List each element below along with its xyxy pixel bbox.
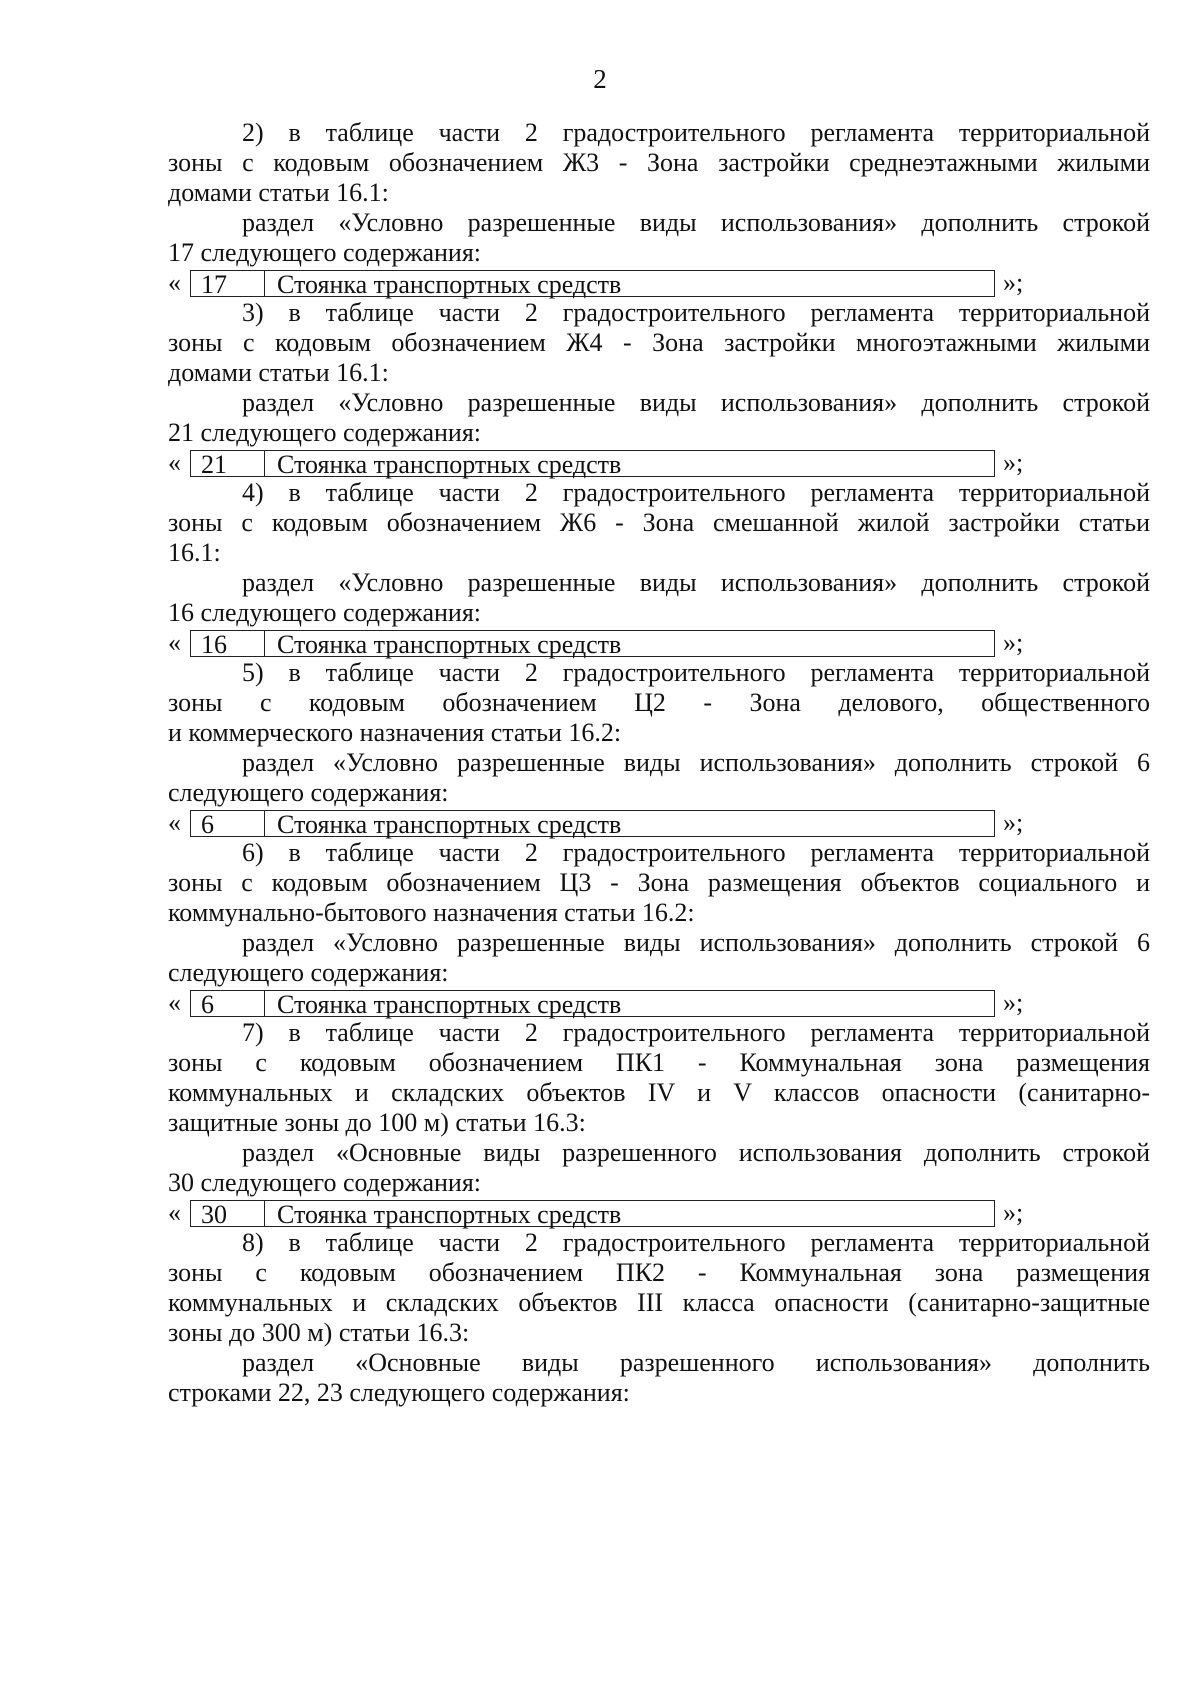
quote-close: »; xyxy=(1003,268,1024,297)
use-type-cell: Стоянка транспортных средств xyxy=(277,809,622,839)
row-number-cell: 17 xyxy=(191,271,265,296)
quote-open: « xyxy=(168,988,181,1017)
document-body xyxy=(168,118,1150,1408)
text-line: защитные зоны до 100 м) статьи 16.3: xyxy=(168,1108,586,1137)
paragraph xyxy=(168,928,1150,988)
text-line: 7) в таблице части 2 градостроительного регламента территориальной xyxy=(242,1018,1150,1047)
row-number-cell: 16 xyxy=(191,631,265,656)
use-type-cell: Стоянка транспортных средств xyxy=(277,449,622,479)
text-line: коммунальных и складских объектов IV и V классов опасности (санитарно- xyxy=(168,1078,1150,1107)
text-line: зоны с кодовым обозначением Ж6 - Зона смешанной жилой застройки статьи xyxy=(168,508,1150,537)
text-line: домами статьи 16.1: xyxy=(168,178,389,207)
row-number-cell: 30 xyxy=(191,1201,265,1226)
table-row xyxy=(190,450,995,477)
text-line: раздел «Условно разрешенные виды использования» дополнить строкой xyxy=(242,208,1150,237)
paragraph xyxy=(168,1138,1150,1198)
quote-close: »; xyxy=(1003,988,1024,1017)
text-line: зоны с кодовым обозначением Ц2 - Зона делового, общественного xyxy=(168,688,1150,717)
inline-table xyxy=(168,448,1150,478)
paragraph xyxy=(168,838,1150,928)
text-line: раздел «Условно разрешенные виды использования» дополнить строкой 6 xyxy=(242,928,1150,957)
text-line: 21 следующего содержания: xyxy=(168,418,482,447)
table-row xyxy=(190,1200,995,1227)
text-line: 4) в таблице части 2 градостроительного регламента территориальной xyxy=(242,478,1150,507)
quote-close: »; xyxy=(1003,1198,1024,1227)
text-line: зоны до 300 м) статьи 16.3: xyxy=(168,1318,470,1347)
text-line: следующего содержания: xyxy=(168,958,449,987)
inline-table xyxy=(168,268,1150,298)
text-line: коммунальных и складских объектов III класса опасности (санитарно-защитные xyxy=(168,1288,1150,1317)
text-line: домами статьи 16.1: xyxy=(168,358,389,387)
quote-close: »; xyxy=(1003,628,1024,657)
text-line: 16 следующего содержания: xyxy=(168,598,482,627)
paragraph xyxy=(168,748,1150,808)
text-line: 5) в таблице части 2 градостроительного регламента территориальной xyxy=(242,658,1150,687)
row-number-cell: 6 xyxy=(191,811,265,836)
paragraph xyxy=(168,388,1150,448)
quote-open: « xyxy=(168,628,181,657)
row-number-cell: 6 xyxy=(191,991,265,1016)
text-line: зоны с кодовым обозначением ПК2 - Коммунальная зона размещения xyxy=(168,1258,1150,1287)
use-type-cell: Стоянка транспортных средств xyxy=(277,989,622,1019)
text-line: 16.1: xyxy=(168,538,221,567)
inline-table xyxy=(168,628,1150,658)
table-row xyxy=(190,630,995,657)
paragraph xyxy=(168,1228,1150,1348)
text-line: раздел «Основные виды разрешенного использования дополнить строкой xyxy=(242,1138,1150,1167)
quote-open: « xyxy=(168,448,181,477)
paragraph xyxy=(168,658,1150,748)
paragraph xyxy=(168,118,1150,208)
text-line: раздел «Основные виды разрешенного использования» дополнить xyxy=(242,1348,1150,1377)
text-line: раздел «Условно разрешенные виды использования» дополнить строкой 6 xyxy=(242,748,1150,777)
paragraph xyxy=(168,478,1150,568)
page-number: 2 xyxy=(593,64,607,94)
inline-table xyxy=(168,1198,1150,1228)
text-line: 30 следующего содержания: xyxy=(168,1168,482,1197)
text-line: зоны с кодовым обозначением Ж4 - Зона застройки многоэтажными жилыми xyxy=(168,328,1150,357)
paragraph xyxy=(168,208,1150,268)
paragraph xyxy=(168,298,1150,388)
use-type-cell: Стоянка транспортных средств xyxy=(277,1199,622,1229)
use-type-cell: Стоянка транспортных средств xyxy=(277,629,622,659)
text-line: раздел «Условно разрешенные виды использования» дополнить строкой xyxy=(242,568,1150,597)
paragraph xyxy=(168,1348,1150,1408)
text-line: коммунально-бытового назначения статьи 16.2: xyxy=(168,898,695,927)
row-number-cell: 21 xyxy=(191,451,265,476)
table-row xyxy=(190,990,995,1017)
use-type-cell: Стоянка транспортных средств xyxy=(277,269,622,299)
text-line: и коммерческого назначения статьи 16.2: xyxy=(168,718,622,747)
paragraph xyxy=(168,568,1150,628)
quote-open: « xyxy=(168,1198,181,1227)
text-line: 3) в таблице части 2 градостроительного регламента территориальной xyxy=(242,298,1150,327)
table-row xyxy=(190,810,995,837)
text-line: строками 22, 23 следующего содержания: xyxy=(168,1378,630,1407)
text-line: 6) в таблице части 2 градостроительного регламента территориальной xyxy=(242,838,1150,867)
text-line: 17 следующего содержания: xyxy=(168,238,482,267)
text-line: зоны с кодовым обозначением Ц3 - Зона размещения объектов социального и xyxy=(168,868,1150,897)
inline-table xyxy=(168,988,1150,1018)
text-line: 8) в таблице части 2 градостроительного регламента территориальной xyxy=(242,1228,1150,1257)
quote-close: »; xyxy=(1003,808,1024,837)
text-line: следующего содержания: xyxy=(168,778,449,807)
quote-open: « xyxy=(168,808,181,837)
text-line: зоны с кодовым обозначением ПК1 - Коммунальная зона размещения xyxy=(168,1048,1150,1077)
text-line: зоны с кодовым обозначением Ж3 - Зона застройки среднеэтажными жилыми xyxy=(168,148,1150,177)
text-line: раздел «Условно разрешенные виды использования» дополнить строкой xyxy=(242,388,1150,417)
paragraph xyxy=(168,1018,1150,1138)
table-row xyxy=(190,270,995,297)
inline-table xyxy=(168,808,1150,838)
quote-open: « xyxy=(168,268,181,297)
quote-close: »; xyxy=(1003,448,1024,477)
text-line: 2) в таблице части 2 градостроительного регламента территориальной xyxy=(242,118,1150,147)
